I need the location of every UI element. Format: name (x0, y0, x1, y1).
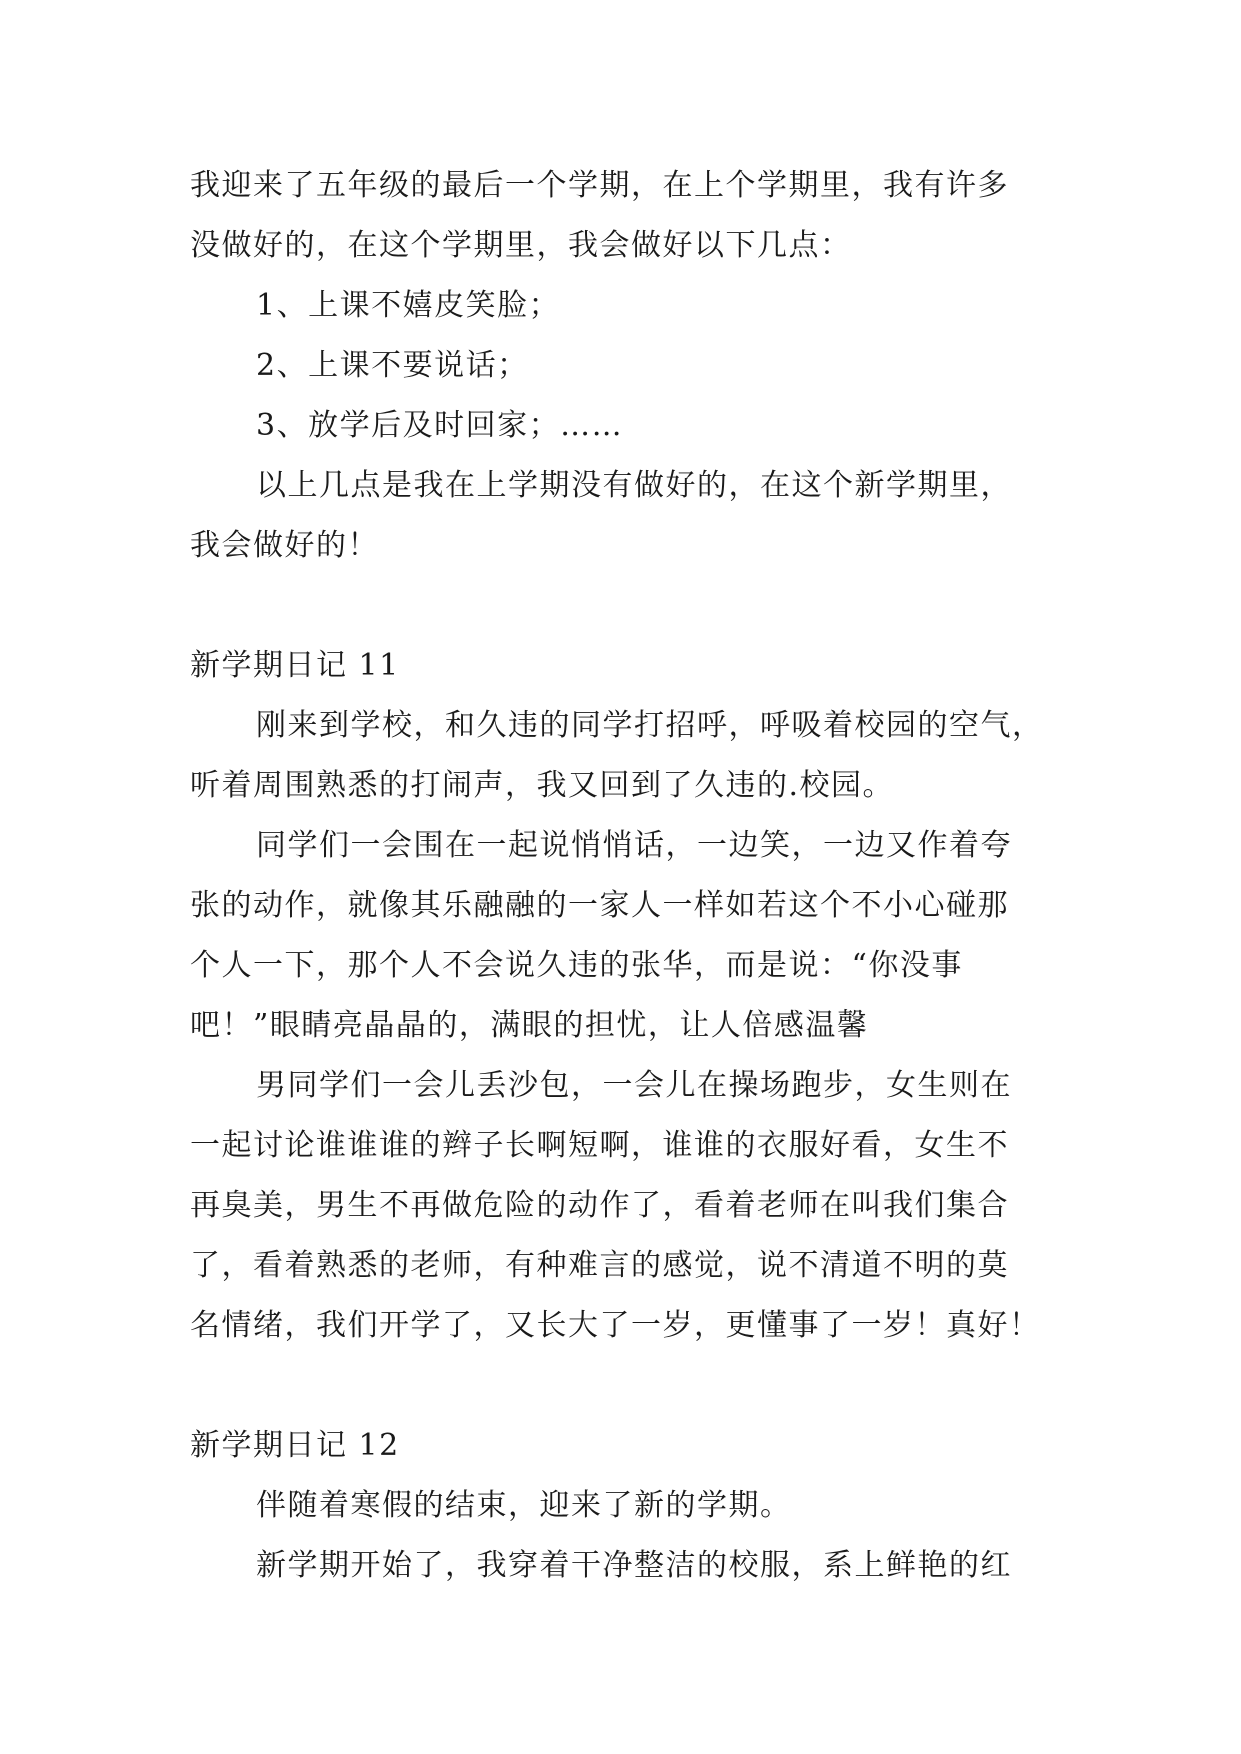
list-item: 1、上课不嬉皮笑脸； (256, 288, 561, 323)
text-line: 了，看着熟悉的老师，有种难言的感觉，说不清道不明的莫 (190, 1248, 1009, 1283)
numbered-list (190, 276, 1060, 456)
paragraph (190, 1536, 1060, 1596)
text-line: 吧！”眼睛亮晶晶的，满眼的担忧，让人倍感温馨 (190, 1008, 869, 1043)
paragraph (190, 696, 1060, 816)
section-title: 新学期日记 12 (190, 1428, 400, 1463)
section-gap (190, 1356, 1060, 1416)
text-line: 男同学们一会儿丢沙包，一会儿在操场跑步，女生则在 (256, 1068, 1012, 1103)
text-line: 一起讨论谁谁谁的辫子长啊短啊，谁谁的衣服好看，女生不 (190, 1128, 1009, 1163)
text-line: 个人一下，那个人不会说久违的张华，而是说：“你没事 (190, 948, 963, 983)
text-line: 我迎来了五年级的最后一个学期，在上个学期里，我有许多 (190, 168, 1009, 203)
text-line: 名情绪，我们开学了，又长大了一岁，更懂事了一岁！真好！ (190, 1308, 1041, 1343)
section-title: 新学期日记 11 (190, 648, 400, 683)
paragraph (190, 156, 1060, 276)
list-item: 3、放学后及时回家；…… (256, 408, 624, 443)
document-page (190, 156, 1060, 1596)
paragraph (190, 456, 1060, 576)
paragraph (190, 1056, 1060, 1356)
text-line: 再臭美，男生不再做危险的动作了，看着老师在叫我们集合 (190, 1188, 1009, 1223)
text-line: 刚来到学校，和久违的同学打招呼，呼吸着校园的空气， (256, 708, 1044, 743)
text-line: 听着周围熟悉的打闹声，我又回到了久违的.校园。 (190, 768, 895, 803)
text-line: 同学们一会围在一起说悄悄话，一边笑，一边又作着夸 (256, 828, 1012, 863)
text-line: 张的动作，就像其乐融融的一家人一样如若这个不小心碰那 (190, 888, 1009, 923)
text-line: 新学期开始了，我穿着干净整洁的校服，系上鲜艳的红 (256, 1548, 1012, 1583)
text-line: 以上几点是我在上学期没有做好的，在这个新学期里， (256, 468, 1012, 503)
paragraph (190, 816, 1060, 1056)
text-line: 伴随着寒假的结束，迎来了新的学期。 (256, 1488, 792, 1523)
list-item: 2、上课不要说话； (256, 348, 529, 383)
paragraph (190, 1476, 1060, 1536)
text-line: 没做好的，在这个学期里，我会做好以下几点： (190, 228, 852, 263)
text-line: 我会做好的！ (190, 528, 379, 563)
section-gap (190, 576, 1060, 636)
